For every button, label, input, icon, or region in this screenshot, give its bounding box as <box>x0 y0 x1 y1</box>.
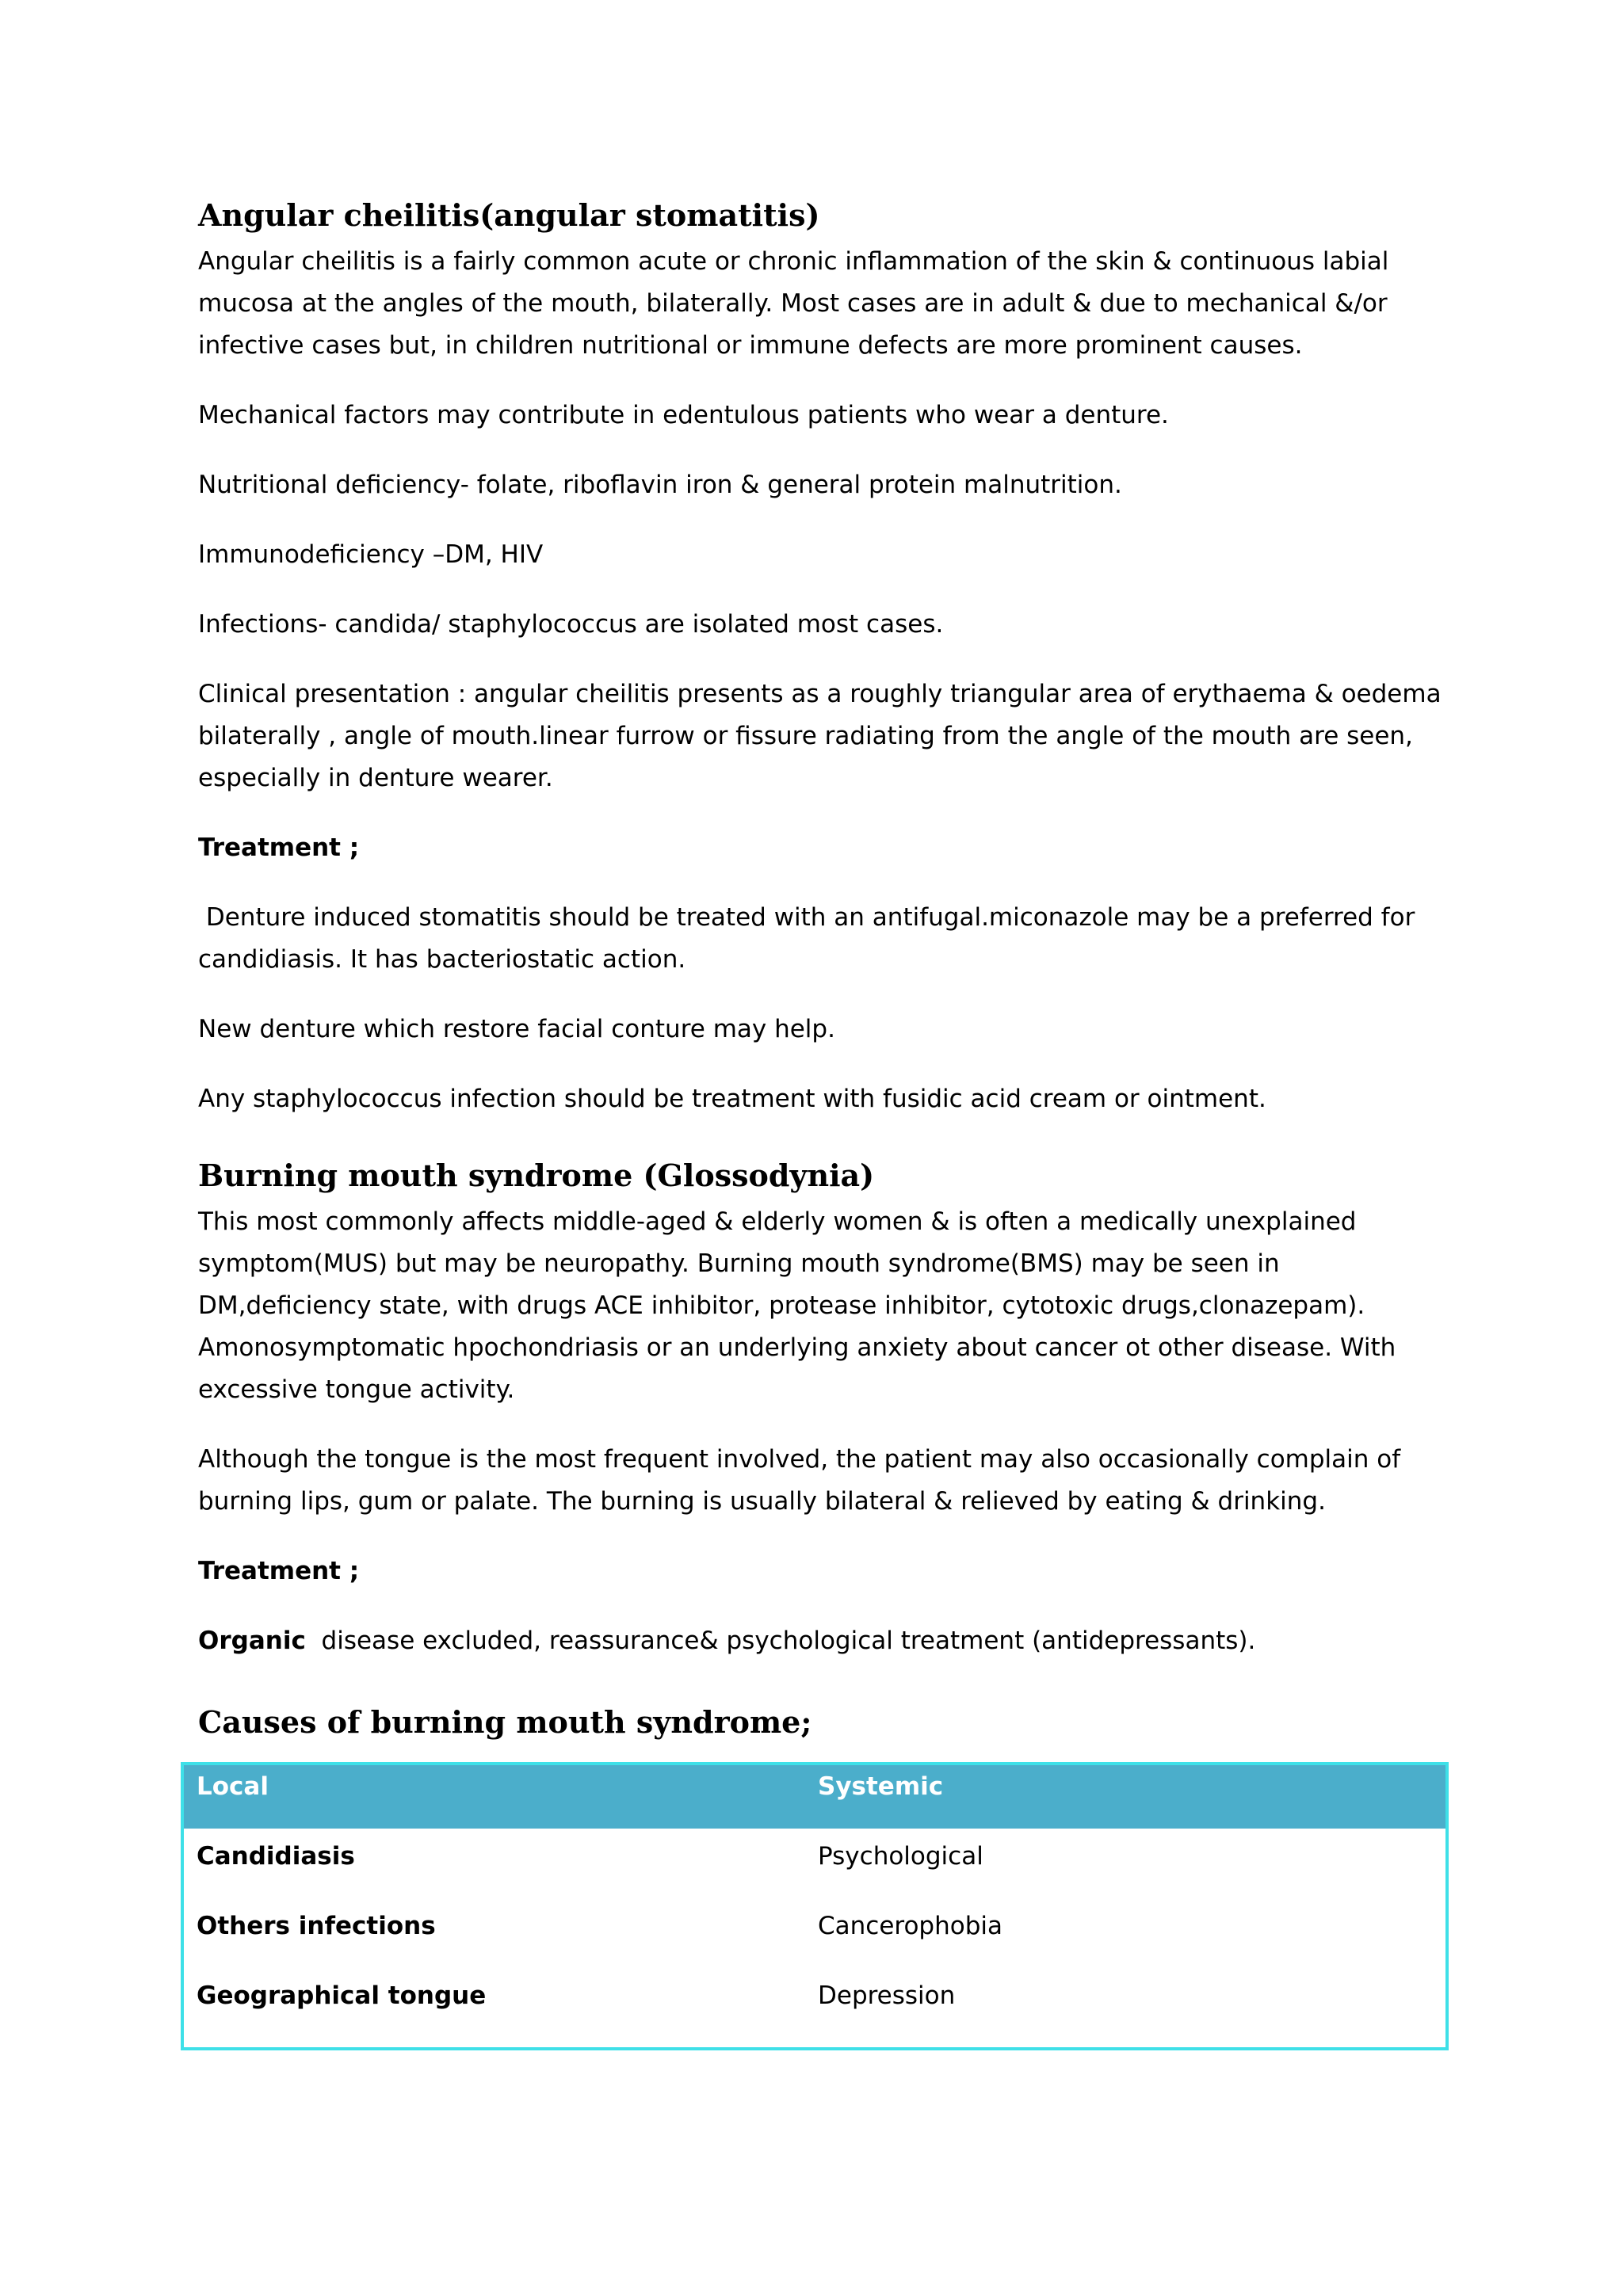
table-row <box>184 1833 1445 1903</box>
treatment-paragraph <box>198 1620 1450 1662</box>
table-row <box>184 1903 1445 1973</box>
treatment-label: Treatment ; <box>198 1557 360 1585</box>
paragraph: Immunodeficiency –DM, HIV <box>198 540 544 569</box>
document-page <box>198 195 1450 2050</box>
treatment-paragraph: New denture which restore facial conture may help. <box>198 1015 835 1043</box>
paragraph: Nutritional deficiency- folate, riboflavin iron & general protein malnutrition. <box>198 471 1122 499</box>
section-heading-causes: Causes of burning mouth syndrome; <box>198 1704 812 1740</box>
paragraph: Clinical presentation : angular cheilitis presents as a roughly triangular area of erythaema & oedema bilaterally , angle of mouth.linear furrow or fissure radiating from the angle of the mouth are seen, especially in denture wearer. <box>198 680 1442 792</box>
paragraph: Mechanical factors may contribute in edentulous patients who wear a denture. <box>198 401 1169 429</box>
table-header-local: Local <box>197 1772 269 1801</box>
treatment-paragraph: Any staphylococcus infection should be treatment with fusidic acid cream or ointment. <box>198 1085 1266 1113</box>
table-cell-local: Others infections <box>197 1912 436 1940</box>
paragraph: Angular cheilitis is a fairly common acute or chronic inflammation of the skin & continuous labial mucosa at the angles of the mouth, bilaterally. Most cases are in adult & due to mechanical &/or infective cases but, in children nutritional or immune defects are more prominent causes. <box>198 247 1389 360</box>
table-cell-local: Candidiasis <box>197 1842 355 1871</box>
treatment-label: Treatment ; <box>198 833 360 862</box>
table-header-row <box>184 1765 1445 1829</box>
section-heading-angular-cheilitis: Angular cheilitis(angular stomatitis) <box>198 197 820 233</box>
table-header-systemic: Systemic <box>818 1772 944 1801</box>
table-cell-systemic: Depression <box>818 1981 956 2010</box>
treatment-paragraph: Denture induced stomatitis should be treated with an antifugal.miconazole may be a preferred for candidiasis. It has bacteriostatic action. <box>198 903 1423 974</box>
treatment-text: disease excluded, reassurance& psychological treatment (antidepressants). <box>305 1627 1256 1655</box>
paragraph: Infections- candida/ staphylococcus are isolated most cases. <box>198 610 944 639</box>
table-body <box>184 1829 1445 2047</box>
table-cell-local: Geographical tongue <box>197 1981 487 2010</box>
table-row <box>184 1973 1445 2042</box>
paragraph: This most commonly affects middle-aged & elderly women & is often a medically unexplained symptom(MUS) but may be neuropathy. Burning mouth syndrome(BMS) may be seen in DM,deficiency state, with drugs ACE inhibitor, protease inhibitor, cytotoxic drugs,clonazepam). Amonosymptomatic hpochondriasis or an underlying anxiety about cancer ot other disease. With excessive tongue activity. <box>198 1207 1396 1404</box>
causes-table <box>181 1762 1449 2050</box>
table-cell-systemic: Cancerophobia <box>818 1912 1003 1940</box>
table-cell-systemic: Psychological <box>818 1842 983 1871</box>
section-heading-burning-mouth-syndrome: Burning mouth syndrome (Glossodynia) <box>198 1158 875 1193</box>
treatment-bold-text: Organic <box>198 1627 306 1655</box>
paragraph: Although the tongue is the most frequent involved, the patient may also occasionally complain of burning lips, gum or palate. The burning is usually bilateral & relieved by eating & drinking. <box>198 1445 1401 1516</box>
